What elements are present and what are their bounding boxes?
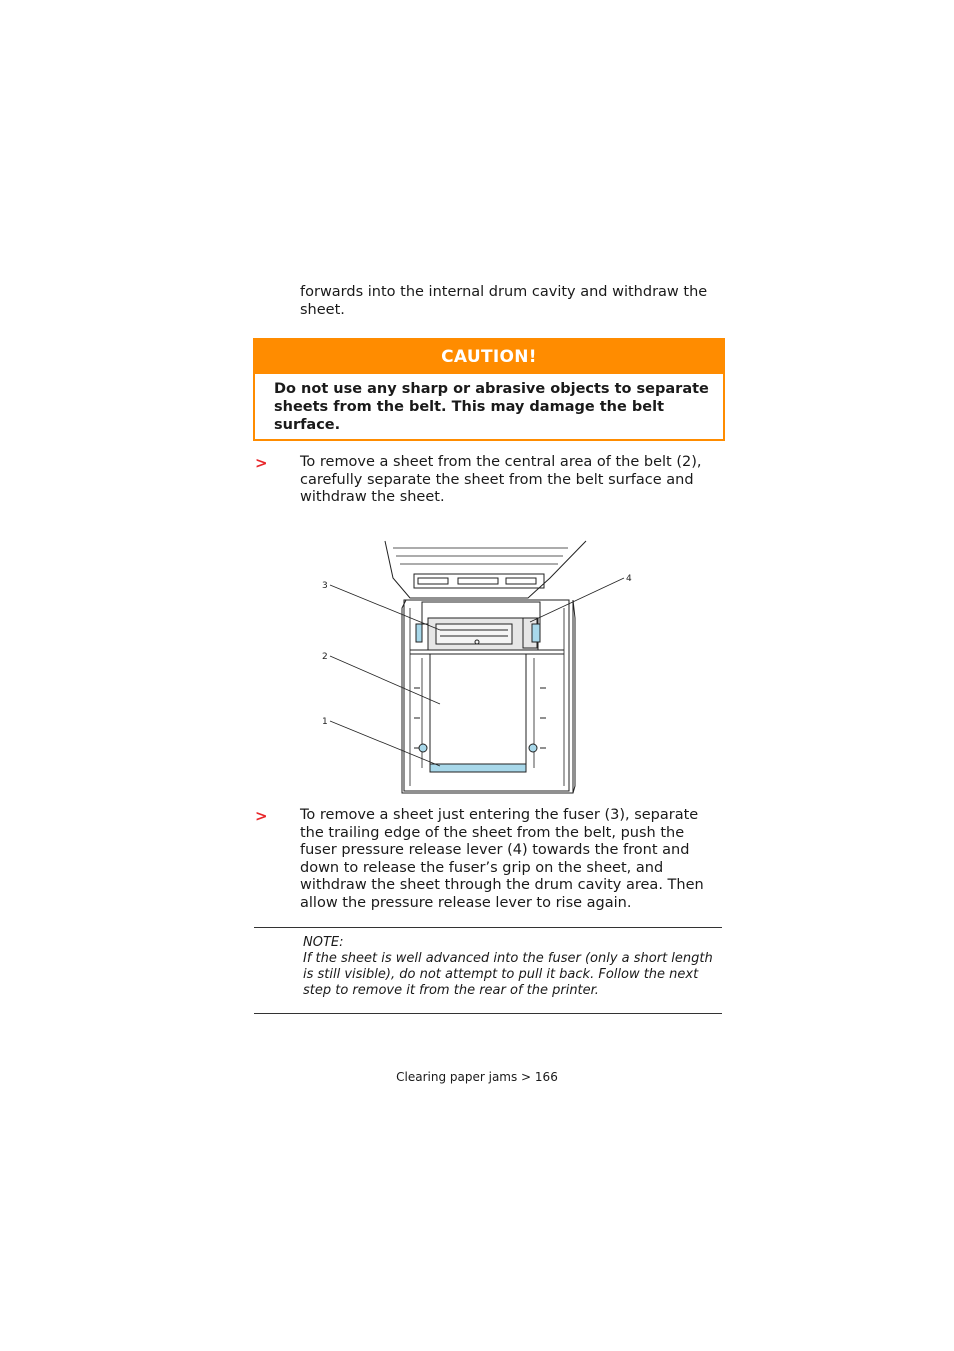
caution-title: CAUTION! [255,340,723,374]
callout-2: 2 [322,652,328,662]
continuation-paragraph: forwards into the internal drum cavity and withdraw the sheet. [300,284,708,318]
step-1-marker: > [255,454,268,472]
step-2-text: To remove a sheet just entering the fuser (3), separate the trailing edge of the sheet from the belt, push the fuser pressure release lever (4) towards the front and down to release the fuser’s grip on the sheet, and withdraw the sheet through the drum cavity area. Then allow the pressure release lever to rise again. [300,807,704,911]
note-top-rule [254,927,722,928]
callout-4: 4 [626,574,632,584]
step-2-marker: > [255,807,268,825]
callout-1: 1 [322,717,328,727]
page-footer: Clearing paper jams > 166 [396,1070,558,1084]
caution-body: Do not use any sharp or abrasive objects to separate sheets from the belt. This may damage the belt surface. [274,381,709,433]
note-bottom-rule [254,1013,722,1014]
printer-drawing [318,538,638,798]
callout-3: 3 [322,581,328,591]
note-body: If the sheet is well advanced into the fuser (only a short length is still visible), do not attempt to pull it back. Follow the next step to remove it from the rear of the printer. [303,951,713,998]
paper-highlight-bottom [430,764,526,772]
step-1-text: To remove a sheet from the central area of the belt (2), carefully separate the sheet from the belt surface and withdraw the sheet. [300,454,702,505]
note-label: NOTE: [303,935,344,950]
caution-box [253,338,725,441]
printer-illustration [318,538,638,798]
